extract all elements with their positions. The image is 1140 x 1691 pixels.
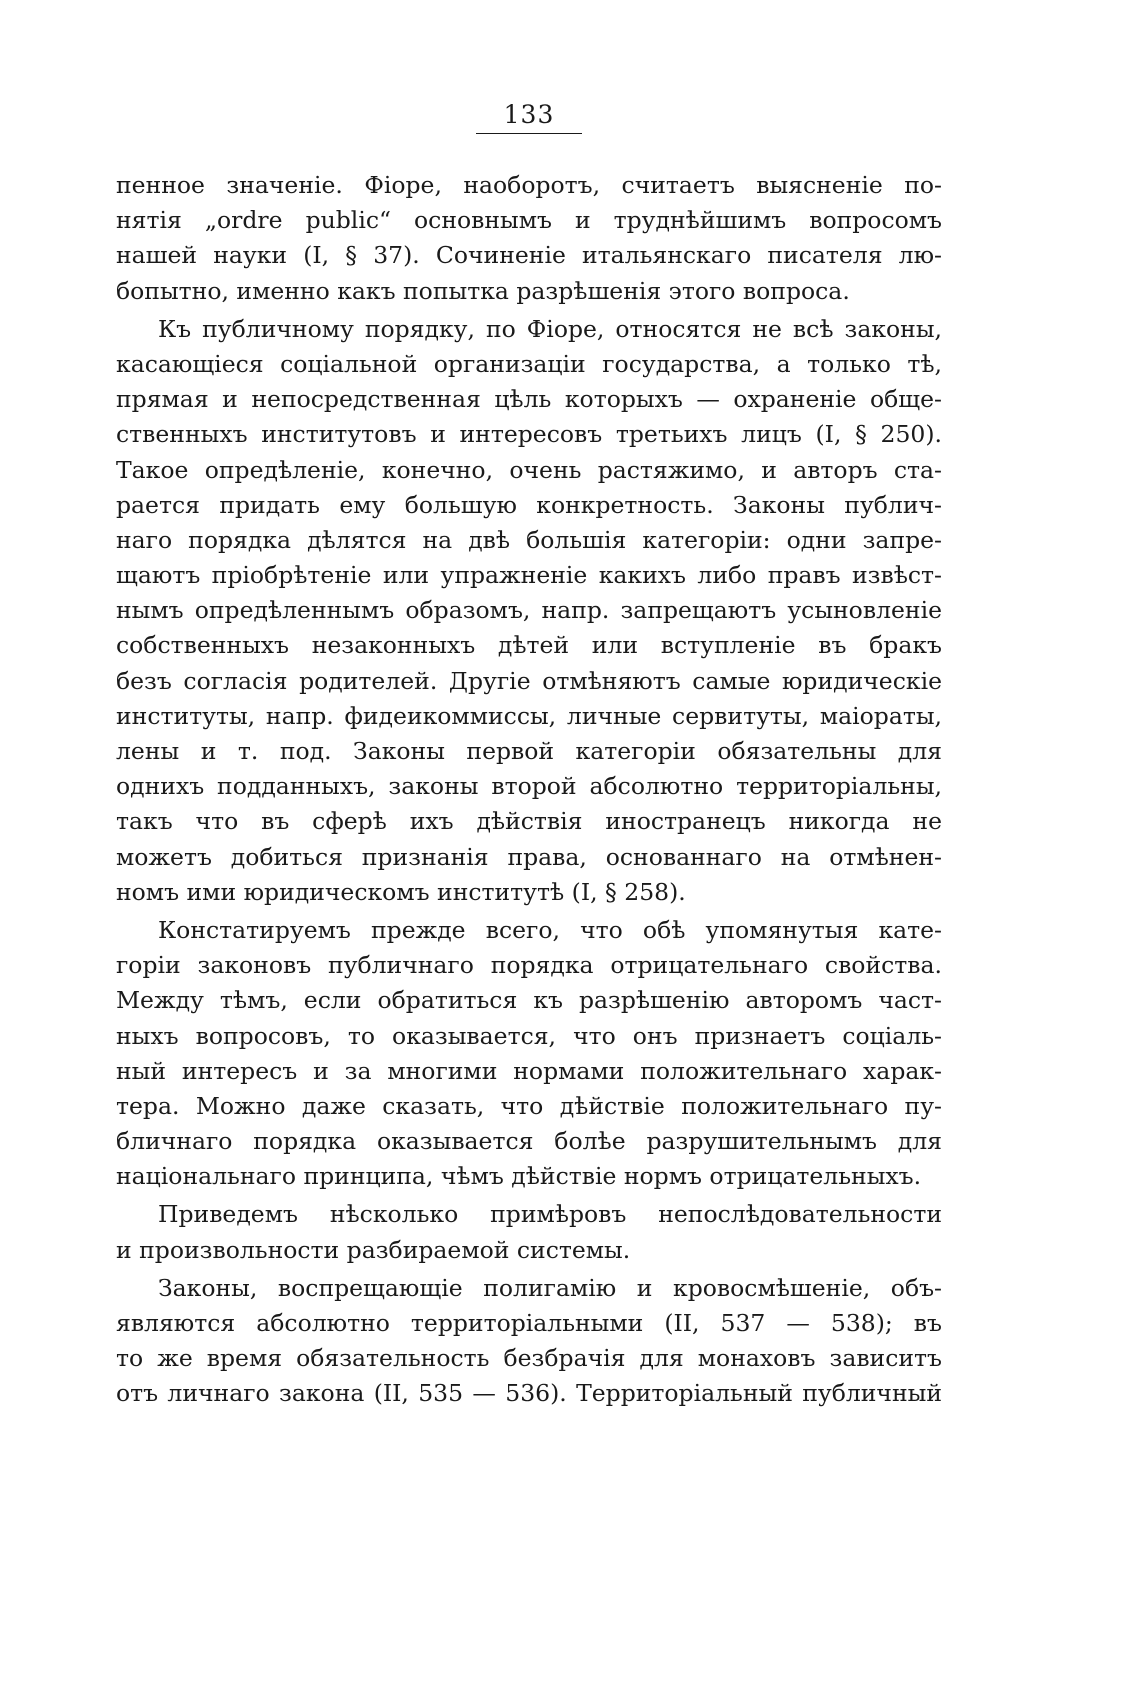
text-line: щаютъ пріобрѣтеніе или упражненіе какихъ либо правъ извѣст- xyxy=(116,561,942,590)
text-line: прямая и непосредственная цѣль которыхъ — охраненіе обще- xyxy=(116,385,942,414)
text-line: ственныхъ институтовъ и интересовъ третьихъ лицъ (I, § 250). xyxy=(116,420,942,449)
text-line: такъ что въ сферѣ ихъ дѣйствія иностранецъ никогда не xyxy=(116,807,942,836)
text-line: бопытно, именно какъ попытка разрѣшенія этого вопроса. xyxy=(116,276,850,305)
text-line: номъ ими юридическомъ институтѣ (I, § 258). xyxy=(116,877,686,906)
text-line: Такое опредѣленіе, конечно, очень растяжимо, и авторъ ста- xyxy=(116,455,942,484)
text-line: собственныхъ незаконныхъ дѣтей или вступленіе въ бракъ xyxy=(116,631,942,660)
paragraph xyxy=(116,1197,942,1267)
text-line: національнаго принципа, чѣмъ дѣйствіе нормъ отрицательныхъ. xyxy=(116,1162,922,1191)
text-line: являются абсолютно территоріальными (II, 537 — 538); въ xyxy=(116,1309,942,1337)
paragraph xyxy=(116,312,942,910)
text-line: Между тѣмъ, если обратиться къ разрѣшенію авторомъ част- xyxy=(116,986,942,1015)
text-line: тера. Можно даже сказать, что дѣйствіе положительнаго пу- xyxy=(116,1091,942,1120)
text-line: горіи законовъ публичнаго порядка отрицательнаго свойства. xyxy=(116,951,942,980)
text-line: Констатируемъ прежде всего, что обѣ упомянутыя кате- xyxy=(158,915,942,944)
text-line: наго порядка дѣлятся на двѣ большія категоріи: одни запре- xyxy=(116,525,942,554)
paragraph xyxy=(116,1271,942,1412)
text-line: рается придать ему большую конкретность. Законы публич- xyxy=(116,490,942,519)
text-line: бличнаго порядка оказывается болѣе разрушительнымъ для xyxy=(116,1127,942,1156)
text-line: Къ публичному порядку, по Фіоре, относятся не всѣ законы, xyxy=(158,314,942,343)
text-line: касающіеся соціальной организаціи государства, а только тѣ, xyxy=(116,349,942,378)
paragraph xyxy=(116,168,942,309)
text-line: ныхъ вопросовъ, то оказывается, что онъ признаетъ соціаль- xyxy=(116,1021,942,1050)
text-line: институты, напр. фидеикоммиссы, личные сервитуты, маіораты, xyxy=(116,701,942,730)
text-line: лены и т. под. Законы первой категоріи обязательны для xyxy=(116,737,942,765)
text-line: Приведемъ нѣсколько примѣровъ непослѣдовательности xyxy=(158,1200,942,1229)
text-line: нятія „ordre public“ основнымъ и труднѣйшимъ вопросомъ xyxy=(116,206,942,235)
text-line: Законы, воспрещающіе полигамію и кровосмѣшеніе, объ- xyxy=(158,1273,942,1302)
text-line: пенное значеніе. Фіоре, наоборотъ, считаетъ выясненіе по- xyxy=(116,171,942,199)
text-line: то же время обязательность безбрачія для монаховъ зависитъ xyxy=(116,1344,942,1373)
text-line: и произвольности разбираемой системы. xyxy=(116,1235,631,1264)
text-line: нымъ опредѣленнымъ образомъ, напр. запрещаютъ усыновленіе xyxy=(116,596,942,625)
text-line: однихъ подданныхъ, законы второй абсолютно территоріальны, xyxy=(116,772,942,801)
body-text xyxy=(116,168,942,1412)
text-line: безъ согласія родителей. Другіе отмѣняютъ самые юридическіе xyxy=(116,666,942,695)
text-line: ный интересъ и за многими нормами положительнаго харак- xyxy=(116,1056,942,1085)
text-line: отъ личнаго закона (II, 535 — 536). Территоріальный публичный xyxy=(116,1379,942,1408)
paragraph xyxy=(116,913,942,1195)
page-number: 133 xyxy=(476,100,582,134)
text-line: можетъ добиться признанія права, основаннаго на отмѣнен- xyxy=(116,842,942,871)
text-line: нашей науки (I, § 37). Сочиненіе итальянскаго писателя лю- xyxy=(116,241,942,270)
